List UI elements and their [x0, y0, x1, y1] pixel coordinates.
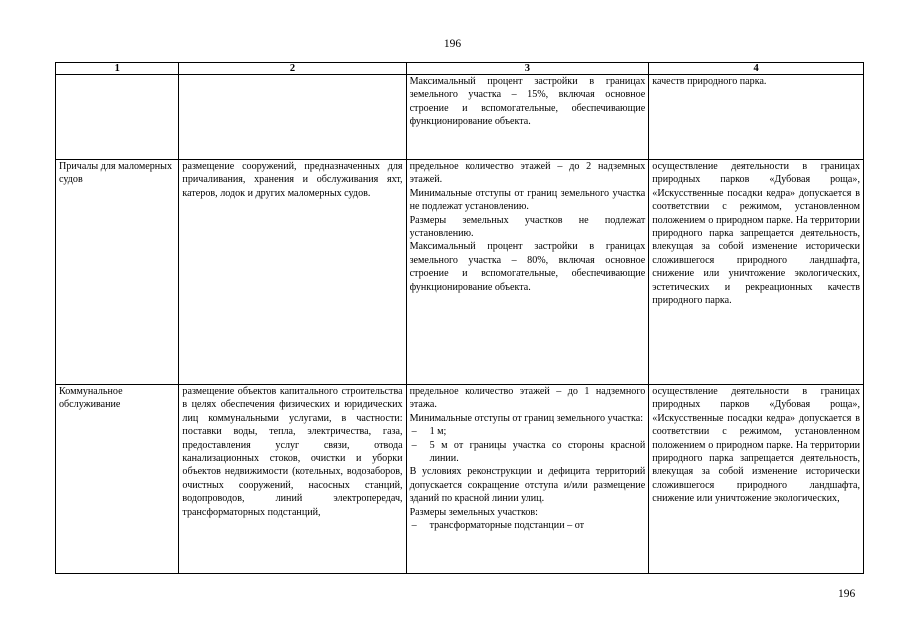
parameter-paragraph: предельное количество этажей – до 1 надземного этажа.	[409, 386, 646, 411]
page-number-bottom: 196	[838, 588, 856, 600]
parameter-paragraph: Размеры земельных участков не подлежат установлению.	[409, 214, 646, 240]
cell-parameters	[406, 75, 649, 160]
cell-use-description	[179, 385, 406, 574]
cell-restrictions	[649, 385, 864, 574]
use-description-text: размещение сооружений, предназначенных для причаливания, хранения и обслуживания яхт, катеров, лодок и других маломерных судов.	[182, 161, 403, 199]
parameter-paragraph: предельное количество этажей – до 2 надземных этажей.	[409, 161, 646, 186]
parameter-paragraph: Максимальный процент застройки в границах земельного участка – 80%, включая основное строение и вспомогательные, обеспечивающие функционирование объекта.	[409, 241, 646, 293]
restrictions-text: осуществление деятельности в границах природных парков «Дубовая роща», «Искусственные посадки кедра» допускается в соответствии с режимом, установленном положением о природном парке. На территории природного парка запрещается деятельность, влекущая за собой изменение исторически сложившегося природного ландшафта, снижение или уничтожение экологических,	[652, 386, 860, 505]
parameter-paragraph: Размеры земельных участков:	[409, 506, 538, 518]
table-row-utilities	[56, 385, 864, 574]
list-item-text: трансформаторные подстанции – от	[429, 520, 585, 532]
page-number-top: 196	[443, 38, 462, 50]
bullet-dash: –	[411, 520, 417, 532]
restrictions-text: качеств природного парка.	[652, 76, 767, 87]
cell-use-name	[56, 75, 179, 160]
column-header-2: 2	[179, 63, 406, 75]
list-item	[410, 519, 646, 532]
bullet-dash: –	[411, 426, 417, 438]
cell-use-name	[56, 160, 179, 385]
list-item	[410, 439, 646, 466]
parameter-paragraph: В условиях реконструкции и дефицита территорий допускается сокращение отступа и/или размещение зданий по красной линии улиц.	[409, 466, 646, 505]
list-item-text: 5 м от границы участка со стороны красной линии.	[429, 439, 646, 465]
use-name-text: Коммунальное обслуживание	[59, 386, 123, 411]
use-name-text: Причалы для маломерных судов	[59, 161, 172, 186]
use-description-text: размещение объектов капитального строительства в целях обеспечения физических и юридических лиц коммунальными услугами, в частности: поставки воды, тепла, электричества, газа, предоставления услуг связи, отвода канализационных стоков, очистки и уборки объектов недвижимости (котельных, водозаборов, очистных сооружений, насосных станций, водопроводов, линий электропередач, трансформаторных подстанций,	[182, 386, 403, 518]
regulations-table	[55, 62, 864, 574]
restrictions-text: осуществление деятельности в границах природных парков «Дубовая роща», «Искусственные посадки кедра» допускается в соответствии с режимом, установленном положением о природном парке. На территории природного парка запрещается деятельность, влекущая за собой изменение исторически сложившегося природного ландшафта, снижение или уничтожение экологических, эстетических и рекреационных качеств природного парка.	[652, 161, 860, 307]
parameter-paragraph: Максимальный процент застройки в границах земельного участка – 15%, включая основное строение и вспомогательные, обеспечивающие функционирование объекта.	[409, 76, 646, 128]
cell-restrictions	[649, 160, 864, 385]
table-row-moorings	[56, 160, 864, 385]
cell-parameters	[406, 385, 649, 574]
column-header-4: 4	[649, 63, 864, 75]
cell-use-description	[179, 75, 406, 160]
cell-restrictions	[649, 75, 864, 160]
cell-parameters	[406, 160, 649, 385]
list-item	[410, 425, 646, 438]
column-header-3: 3	[406, 63, 649, 75]
column-header-1: 1	[56, 63, 179, 75]
cell-use-description	[179, 160, 406, 385]
parameter-paragraph: Минимальные отступы от границ земельного участка:	[409, 412, 644, 424]
plot-size-list	[410, 519, 646, 532]
cell-use-name	[56, 385, 179, 574]
parameter-paragraph: Минимальные отступы от границ земельного участка не подлежат установлению.	[409, 187, 646, 213]
column-number-row	[56, 63, 864, 75]
setback-list	[410, 425, 646, 465]
bullet-dash: –	[411, 439, 417, 451]
table-row-continued	[56, 75, 864, 160]
list-item-text: 1 м;	[429, 426, 447, 438]
